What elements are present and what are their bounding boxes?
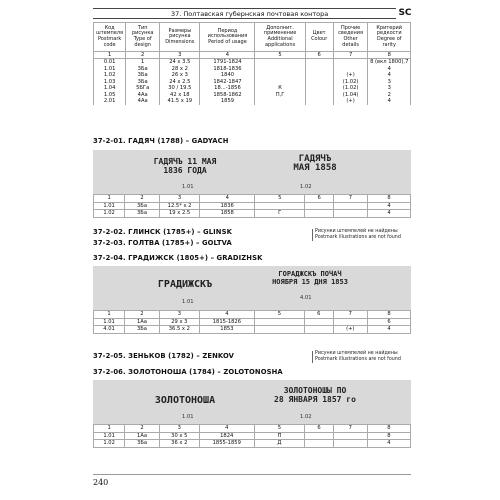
stamp-image-gadyach-1 [120, 157, 250, 175]
table-cell: 1836 [200, 202, 255, 210]
table-cell: 1853 [199, 326, 254, 334]
col-header: Размеры рисунка Dimensions [160, 23, 200, 52]
table-cell: (1.02) [333, 79, 368, 86]
table-cell: 1.01 [94, 66, 126, 73]
table-cell: 1858-1862 [200, 92, 255, 99]
table-cell: 36.5 x 2 [159, 326, 199, 334]
table-cell: 7 [333, 311, 367, 319]
main-table [93, 22, 411, 105]
page-number: 240 [93, 478, 109, 487]
table-cell: 1.02 [94, 440, 125, 448]
table-cell: 3Ба [125, 440, 160, 448]
stamp-line: ГАДЯЧЪ 11 МАЯ [153, 157, 217, 166]
table-cell: 1 [94, 195, 125, 203]
table-cell: 6 [305, 52, 333, 59]
stamp-image-zolotonosha-2 [255, 386, 375, 404]
stamp-code: 1.01 [182, 184, 194, 190]
table-cell: 1.01 [94, 318, 125, 326]
table-cell [305, 98, 333, 105]
table-cell: 4 [367, 202, 410, 210]
table-cell: 3 [159, 195, 199, 203]
table-cell: П,Г [255, 92, 305, 99]
table-cell: 8 [367, 432, 410, 440]
table-gadyach [93, 194, 411, 218]
table-cell: 30 x 5 [159, 432, 199, 440]
table-cell: 4Аа [126, 92, 160, 99]
section-title-zenkov: 37-2-05. ЗЕНЬКОВ (1782) – ZENKOV [93, 352, 234, 360]
table-row [94, 318, 411, 326]
table-cell: 19 x 2.5 [159, 210, 199, 218]
stamp-line: НОЯБРЯ 15 ДНЯ 1853 [272, 278, 348, 286]
table-cell: 1791-1824 [200, 59, 255, 66]
table-cell: (+) [333, 72, 368, 79]
table-cell: (+) [333, 98, 368, 105]
table-cell: 0.01 [94, 59, 126, 66]
table-cell: 3 [160, 52, 200, 59]
stamp-image-gadyach-2 [255, 155, 375, 173]
table-cell [333, 59, 368, 66]
table-cell: 4.01 [94, 326, 125, 334]
table-cell: 8 (вкл 1800),7 [368, 59, 411, 66]
stamp-line: ГАДЯЧЪ [298, 154, 332, 164]
table-cell: 1824 [199, 432, 254, 440]
table-cell: 1 [126, 59, 160, 66]
table-cell [255, 59, 305, 66]
table-cell: 1.05 [94, 92, 126, 99]
stamp-image-gradizhsk-1 [130, 280, 240, 289]
table-cell: 6 [305, 425, 334, 433]
table-cell: 2 [126, 52, 160, 59]
table-cell: 3 [368, 85, 411, 92]
table-cell: (+) [333, 326, 367, 334]
table-cell: 28 x 2 [160, 66, 200, 73]
table-cell: 1859 [200, 98, 255, 105]
table-cell: 3 [159, 425, 199, 433]
table-cell: (1.02) [333, 85, 368, 92]
table-cell: 24 x 2.5 [160, 79, 200, 86]
table-cell: 5 [254, 425, 304, 433]
table-cell: 5 [255, 52, 305, 59]
table-cell: 8 [367, 425, 410, 433]
table-cell: 36 x 2 [159, 440, 199, 448]
table-cell: 1.02 [94, 210, 125, 218]
table-cell: 1.04 [94, 85, 126, 92]
table-cell: 2.01 [94, 98, 126, 105]
col-header: Код штемпеля Postmark code [94, 23, 126, 52]
section-title-gradizhsk: 37-2-04. ГРАДИЖСК (1805+) – GRADIZHSK [93, 254, 263, 262]
table-cell [305, 326, 334, 334]
col-header: Прочие сведения Other details [333, 23, 368, 52]
table-cell: 24 x 3.5 [160, 59, 200, 66]
table-cell: 6 [368, 318, 411, 326]
logo: SC [398, 8, 412, 18]
table-cell [254, 326, 304, 334]
table-cell: 4 [368, 98, 411, 105]
table-cell: 3Ба [126, 79, 160, 86]
table-cell [305, 432, 334, 440]
table-cell [305, 202, 334, 210]
table-cell: 8 [368, 52, 411, 59]
table-row [94, 59, 411, 66]
table-cell: 5 [255, 195, 305, 203]
note-not-found [312, 229, 401, 241]
stamp-code: 1.01 [182, 299, 194, 305]
table-cell: Г [255, 210, 305, 218]
stamp-image-zolotonosha-1 [130, 396, 240, 405]
table-cell: 4 [368, 326, 411, 334]
section-title-goltva: 37-2-03. ГОЛТВА (1785+) – GOLTVA [93, 239, 232, 247]
table-row [94, 210, 411, 218]
table-cell: 2 [125, 425, 160, 433]
table-cell: 4 [368, 66, 411, 73]
table-cell: 1.03 [94, 79, 126, 86]
table-cell: 1.01 [94, 202, 125, 210]
table-cell: 7 [333, 52, 368, 59]
stamp-line: 1836 ГОДА [163, 166, 207, 175]
table-cell: 3Ба [125, 210, 160, 218]
stamp-line: ЗОЛОТОНОШЫ ПО [283, 386, 347, 395]
table-cell: 7 [333, 425, 367, 433]
table-cell: 3Ба [126, 66, 160, 73]
table-row [94, 202, 411, 210]
table-cell: 1842-1847 [200, 79, 255, 86]
col-header: Критерий редкости Degree of rarity [368, 23, 411, 52]
stamp-line: 28 ЯНВАРЯ 1857 го [274, 395, 356, 404]
table-cell: 4 [199, 425, 254, 433]
table-cell: 18...-1856 [200, 85, 255, 92]
table-cell: 1 [94, 311, 125, 319]
stamp-line: МАЯ 1858 [293, 163, 337, 173]
table-cell: 29 x 3 [159, 318, 199, 326]
footer-rule [93, 474, 411, 475]
table-cell: 1.02 [94, 72, 126, 79]
number-row [94, 425, 411, 433]
table-row [94, 326, 411, 334]
table-cell: 1855-1859 [199, 440, 254, 448]
table-gradizhsk [93, 310, 411, 334]
table-cell: 1Аа [125, 432, 160, 440]
table-cell [255, 202, 305, 210]
table-cell: 3Ба [125, 202, 160, 210]
table-cell: 26 x 3 [160, 72, 200, 79]
table-cell: 1 [94, 425, 125, 433]
table-cell [333, 440, 367, 448]
table-cell: (1.04) [333, 92, 368, 99]
table-cell: 4 [367, 440, 410, 448]
table-cell: 4 [200, 52, 255, 59]
table-cell: 2 [368, 92, 411, 99]
table-cell [305, 440, 334, 448]
table-cell: 5БГа [126, 85, 160, 92]
table-cell: 6 [305, 311, 334, 319]
table-cell: 12.5* x 2 [159, 202, 199, 210]
stamp-line: ГОРАДЖСКЪ ПОЧАЧ [278, 270, 342, 278]
note-not-found [312, 351, 401, 363]
number-row [94, 195, 411, 203]
table-cell [255, 98, 305, 105]
table-cell [333, 210, 367, 218]
stamp-line: ГРАДИЖСКЪ [157, 279, 213, 290]
col-header: Цвет Colour [305, 23, 333, 52]
table-cell: 2 [125, 311, 160, 319]
note-line: Postmark illustrations are not found [315, 235, 401, 240]
table-cell: 1815-1826 [199, 318, 254, 326]
table-cell [305, 318, 334, 326]
table-cell: 4 [199, 311, 254, 319]
table-cell [305, 59, 333, 66]
table-cell: 1Аа [125, 318, 160, 326]
header-row [94, 23, 411, 52]
table-row [94, 432, 411, 440]
stamp-image-gradizhsk-2 [245, 270, 375, 286]
table-cell: 4 [368, 72, 411, 79]
table-row [94, 440, 411, 448]
stamp-code: 1.01 [182, 414, 194, 420]
table-cell: 3 [368, 79, 411, 86]
table-cell: 7 [333, 195, 367, 203]
table-cell: 42 x 18 [160, 92, 200, 99]
col-header: Дополнит. применение Additional applications [255, 23, 305, 52]
table-cell: 3Ба [125, 326, 160, 334]
table-cell: 30 / 19.5 [160, 85, 200, 92]
table-cell [333, 432, 367, 440]
table-cell: 41.5 x 19 [160, 98, 200, 105]
table-cell: 3 [159, 311, 199, 319]
running-header: 37. Полтавская губернская почтовая контора [93, 8, 396, 19]
stamp-code: 4.01 [300, 295, 312, 301]
stamp-line: ЗОЛОТОНОША [154, 395, 216, 406]
table-cell: 1.01 [94, 432, 125, 440]
table-cell: 1 [94, 52, 126, 59]
number-row [94, 52, 411, 59]
col-header: Период использования Period of usage [200, 23, 255, 52]
table-cell: 1818-1836 [200, 66, 255, 73]
table-row [94, 98, 411, 105]
section-title-gadyach: 37-2-01. ГАДЯЧ (1788) – GADYACH [93, 137, 229, 145]
table-cell [254, 318, 304, 326]
table-cell: 4Аа [126, 98, 160, 105]
table-cell: 8 [367, 195, 410, 203]
table-cell: 5 [254, 311, 304, 319]
table-cell: 8 [368, 311, 411, 319]
table-cell: 6 [305, 195, 334, 203]
table-zolotonosha [93, 424, 411, 448]
table-cell: П [254, 432, 304, 440]
table-cell: 4 [200, 195, 255, 203]
col-header: Тип рисунка Type of design [126, 23, 160, 52]
section-title-zolotonosha: 37-2-06. ЗОЛОТОНОША (1784) – ZOLOTONOSHA [93, 368, 283, 376]
table-cell: 4 [367, 210, 410, 218]
table-cell [333, 318, 367, 326]
stamp-code: 1.02 [300, 184, 312, 190]
stamp-code: 1.02 [300, 414, 312, 420]
note-line: Postmark illustrations are not found [315, 357, 401, 362]
note-line: Рисунки штемпелей не найдены [315, 351, 398, 356]
table-cell: К [255, 85, 305, 92]
table-cell: 1858 [200, 210, 255, 218]
table-cell: Д [254, 440, 304, 448]
table-cell [305, 210, 334, 218]
table-cell: 3Ба [126, 72, 160, 79]
note-line: Рисунки штемпелей не найдены [315, 229, 398, 234]
table-cell: 2 [125, 195, 160, 203]
section-title-glinsk: 37-2-02. ГЛИНСК (1785+) – GLINSK [93, 228, 232, 236]
table-cell [333, 202, 367, 210]
table-cell: 1840 [200, 72, 255, 79]
number-row [94, 311, 411, 319]
